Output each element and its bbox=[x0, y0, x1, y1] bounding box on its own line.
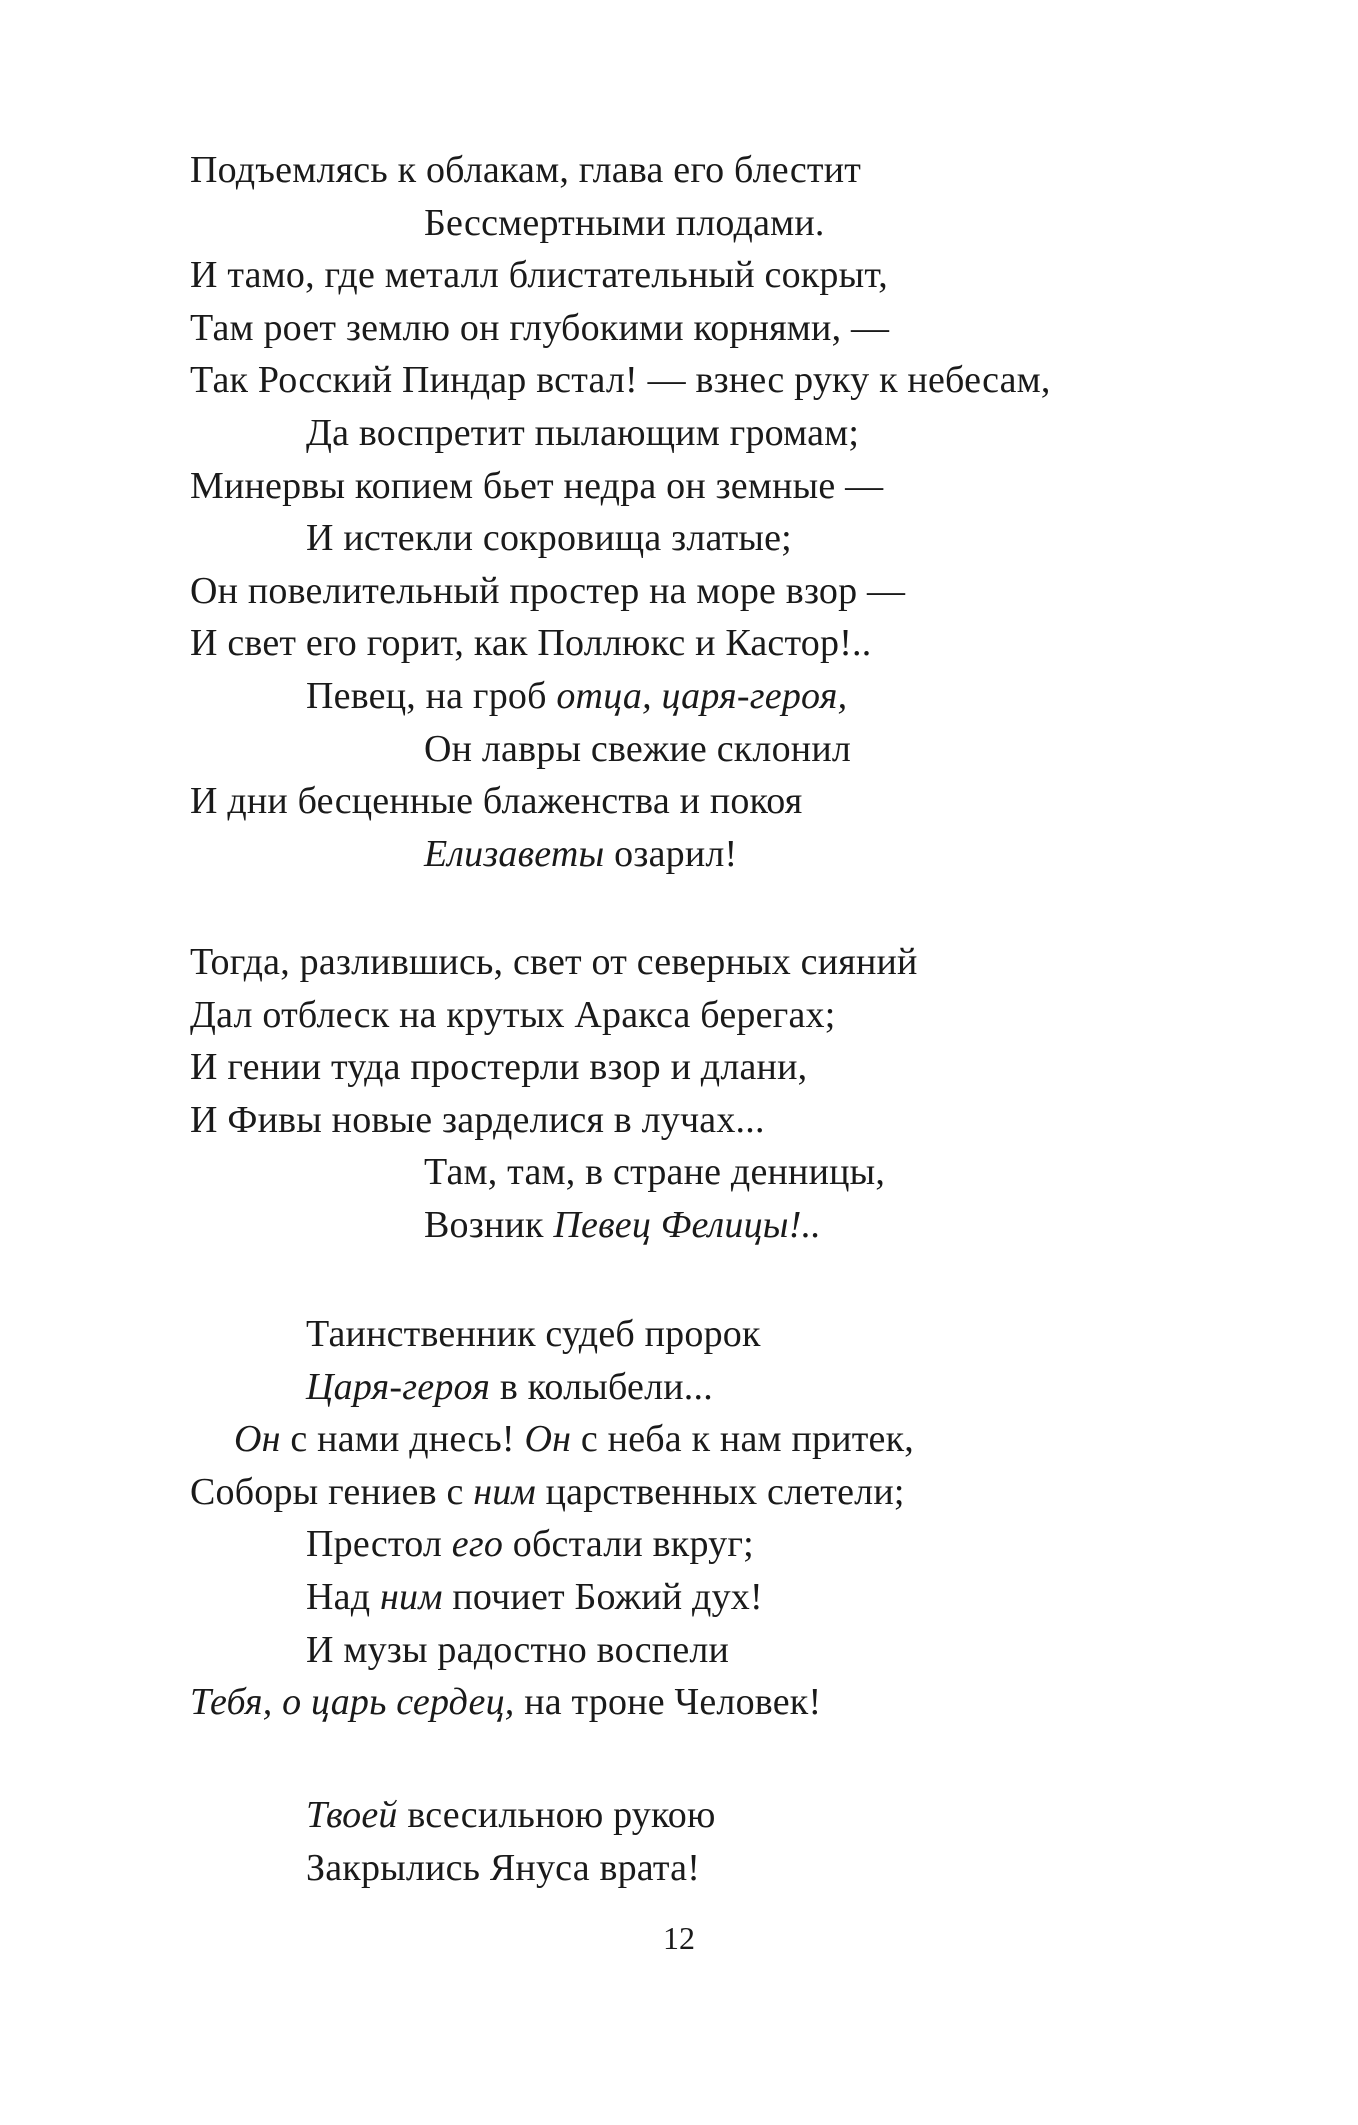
poem-line bbox=[234, 1414, 914, 1464]
text-segment: Певец, на гроб bbox=[306, 675, 557, 717]
poem-line bbox=[306, 1625, 729, 1675]
italic-text: его bbox=[451, 1523, 504, 1566]
text-segment: И тамо, где металл блистательный сокрыт, bbox=[190, 254, 889, 297]
poem-line bbox=[424, 198, 825, 248]
text-segment: озарил! bbox=[604, 832, 738, 875]
text-segment: Там, там, в стране денницы, bbox=[424, 1151, 886, 1194]
poem-line bbox=[424, 829, 737, 879]
italic-text: отца, царя-героя, bbox=[556, 675, 848, 717]
text-segment: Закрылись Януса врата! bbox=[306, 1846, 701, 1889]
poem-line bbox=[306, 671, 847, 721]
text-segment: Дал отблеск на крутых Аракса берегах; bbox=[190, 993, 836, 1036]
poem-line bbox=[306, 1362, 713, 1412]
text-segment: Возник bbox=[424, 1204, 554, 1246]
poem-line bbox=[190, 1467, 905, 1517]
text-segment: Тогда, разлившись, свет от северных сияний bbox=[190, 941, 918, 983]
poem-line bbox=[190, 937, 918, 987]
text-segment: обстали вкруг; bbox=[503, 1523, 754, 1566]
poem-line bbox=[306, 1790, 716, 1840]
poem-line bbox=[424, 1147, 885, 1197]
text-segment: царственных слетели; bbox=[535, 1470, 905, 1513]
poem-line bbox=[190, 776, 802, 826]
text-segment: Таинственник судеб пророк bbox=[306, 1313, 761, 1355]
italic-text: Елизаветы bbox=[424, 832, 605, 875]
text-segment: И музы радостно воспели bbox=[306, 1628, 730, 1671]
text-segment: почиет Божий дух! bbox=[442, 1576, 763, 1618]
italic-text: ним bbox=[473, 1470, 536, 1513]
italic-text: Царя-героя bbox=[306, 1365, 491, 1408]
italic-text: Тебя, о царь сердец, bbox=[190, 1681, 515, 1724]
italic-text: Твоей bbox=[306, 1794, 398, 1836]
text-segment: в колыбели... bbox=[490, 1365, 713, 1408]
text-segment: с неба к нам притек, bbox=[571, 1418, 914, 1461]
text-segment: И Фивы новые зарделися в лучах... bbox=[190, 1098, 765, 1141]
text-segment: Соборы гениев с bbox=[190, 1470, 474, 1513]
text-segment: на троне Человек! bbox=[514, 1681, 822, 1724]
poem-line bbox=[306, 1843, 700, 1893]
italic-text: ним bbox=[379, 1576, 443, 1618]
poem-line bbox=[190, 250, 888, 300]
text-segment: всесильною рукою bbox=[397, 1794, 716, 1836]
poem-line bbox=[306, 1519, 754, 1569]
poem-line bbox=[190, 566, 905, 616]
text-segment: Подъемлясь к облакам, глава его блестит bbox=[190, 149, 862, 191]
italic-text: Он bbox=[524, 1418, 572, 1461]
text-segment: Там роет землю он глубокими корнями, — bbox=[190, 306, 890, 349]
poem-line bbox=[190, 303, 889, 353]
text-segment: И свет его горит, как Поллюкс и Кастор!.. bbox=[190, 622, 872, 665]
text-segment: Бессмертными плодами. bbox=[424, 201, 825, 244]
text-segment: с нами днесь! bbox=[280, 1418, 525, 1461]
text-segment: Да воспретит пылающим громам; bbox=[306, 412, 860, 454]
poem-line bbox=[190, 355, 1051, 405]
text-segment: Над bbox=[306, 1576, 380, 1618]
text-segment: И дни бесценные блаженства и покоя bbox=[190, 780, 803, 823]
poem-line bbox=[190, 1677, 821, 1727]
text-segment: Минервы копием бьет недра он земные — bbox=[190, 464, 884, 507]
poem-line bbox=[306, 408, 859, 458]
text-segment: Он лавры свежие склонил bbox=[424, 727, 852, 770]
poem-line bbox=[190, 1042, 807, 1092]
poem-line bbox=[190, 618, 871, 668]
text-segment: Так Росский Пиндар встал! — взнес руку к небесам, bbox=[190, 359, 1051, 402]
poem-line bbox=[190, 990, 835, 1040]
poem-line bbox=[424, 724, 851, 774]
text-segment: Он повелительный простер на море взор — bbox=[190, 569, 906, 612]
text-segment: Престол bbox=[306, 1523, 452, 1566]
italic-text: Певец Фелицы!.. bbox=[553, 1204, 821, 1246]
page-number: 12 bbox=[663, 1920, 695, 1956]
poem-line bbox=[190, 1095, 765, 1145]
poem-line bbox=[190, 461, 883, 511]
poem-line bbox=[306, 1309, 761, 1359]
poem-line bbox=[306, 1572, 763, 1622]
poem-line bbox=[190, 145, 861, 195]
poem-line bbox=[424, 1200, 821, 1250]
italic-text: Он bbox=[234, 1418, 281, 1461]
text-segment: И гении туда простерли взор и длани, bbox=[190, 1046, 808, 1089]
text-segment: И истекли сокровища златые; bbox=[306, 517, 792, 560]
poem-line bbox=[306, 513, 792, 563]
